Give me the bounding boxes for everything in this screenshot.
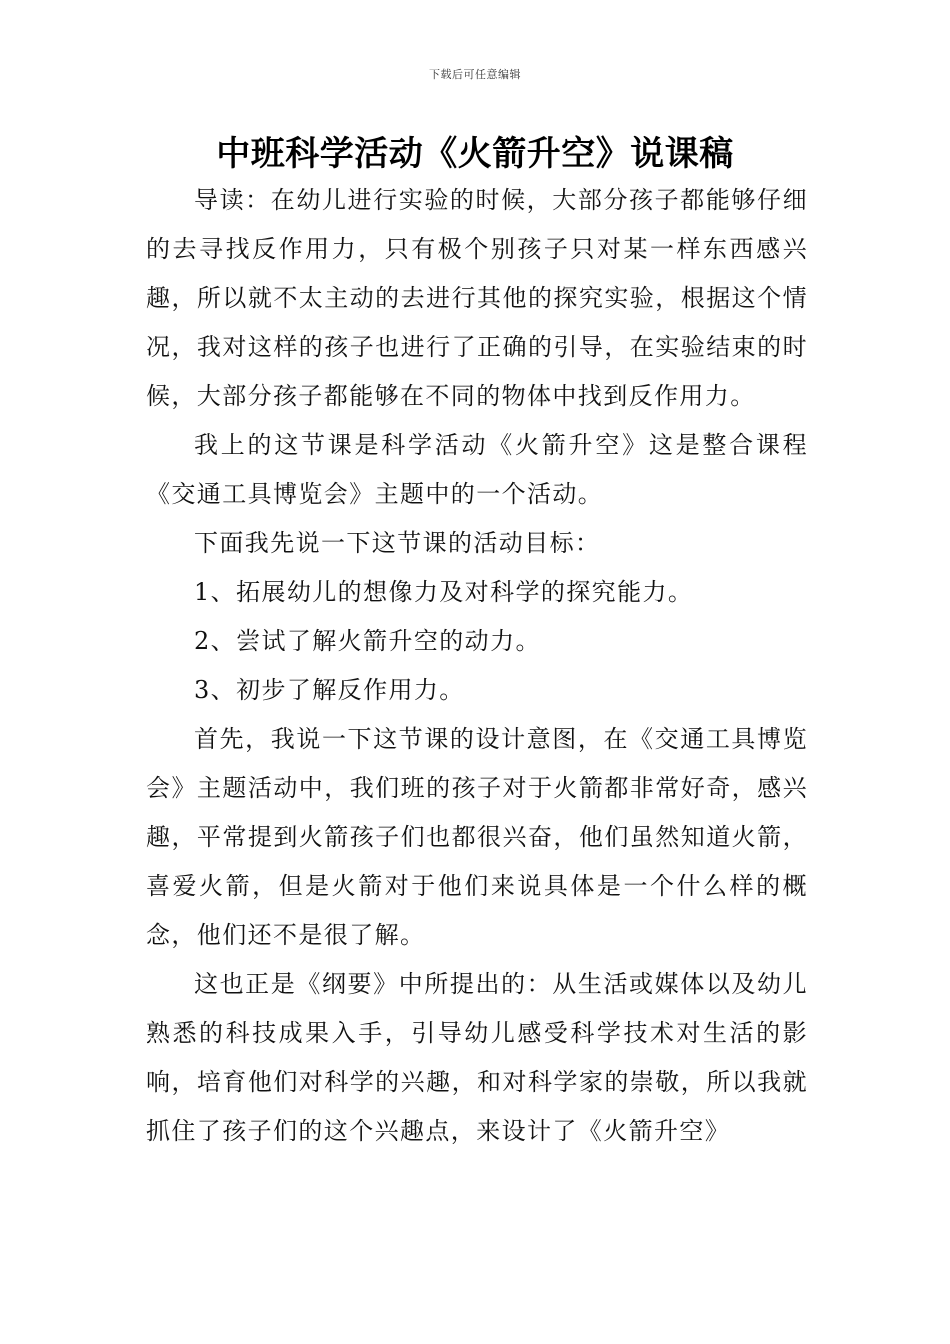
header-note: 下载后可任意编辑 [429, 68, 521, 81]
paragraph-lesson: 我上的这节课是科学活动《火箭升空》这是整合课程《交通工具博览会》主题中的一个活动。 [146, 431, 808, 508]
paragraph-goals-heading: 下面我先说一下这节课的活动目标： [194, 529, 601, 557]
paragraph-outline: 这也正是《纲要》中所提出的：从生活或媒体以及幼儿熟悉的科技成果入手，引导幼儿感受科学技术对生活的影响，培育他们对科学的兴趣，和对科学家的崇敬，所以我就抓住了孩子们的这个兴趣点，来设计了《火箭升空》 [146, 970, 808, 1145]
paragraph-goal-3: 3、初步了解反作用力。 [194, 676, 465, 704]
paragraph-goal-1: 1、拓展幼儿的想像力及对科学的探究能力。 [194, 578, 694, 606]
paragraph-intro: 导读：在幼儿进行实验的时候，大部分孩子都能够仔细的去寻找反作用力，只有极个别孩子只对某一样东西感兴趣，所以就不太主动的去进行其他的探究实验，根据这个情况，我对这样的孩子也进行了正确的引导，在实验结束的时候，大部分孩子都能够在不同的物体中找到反作用力。 [146, 186, 808, 410]
paragraph-goal-2: 2、尝试了解火箭升空的动力。 [194, 627, 541, 655]
page-title: 中班科学活动《火箭升空》说课稿 [216, 134, 734, 174]
paragraph-design-intent: 首先，我说一下这节课的设计意图，在《交通工具博览会》主题活动中，我们班的孩子对于火箭都非常好奇，感兴趣，平常提到火箭孩子们也都很兴奋，他们虽然知道火箭，喜爱火箭，但是火箭对于他们来说具体是一个什么样的概念，他们还不是很了解。 [146, 725, 808, 949]
document-body [146, 176, 808, 1156]
